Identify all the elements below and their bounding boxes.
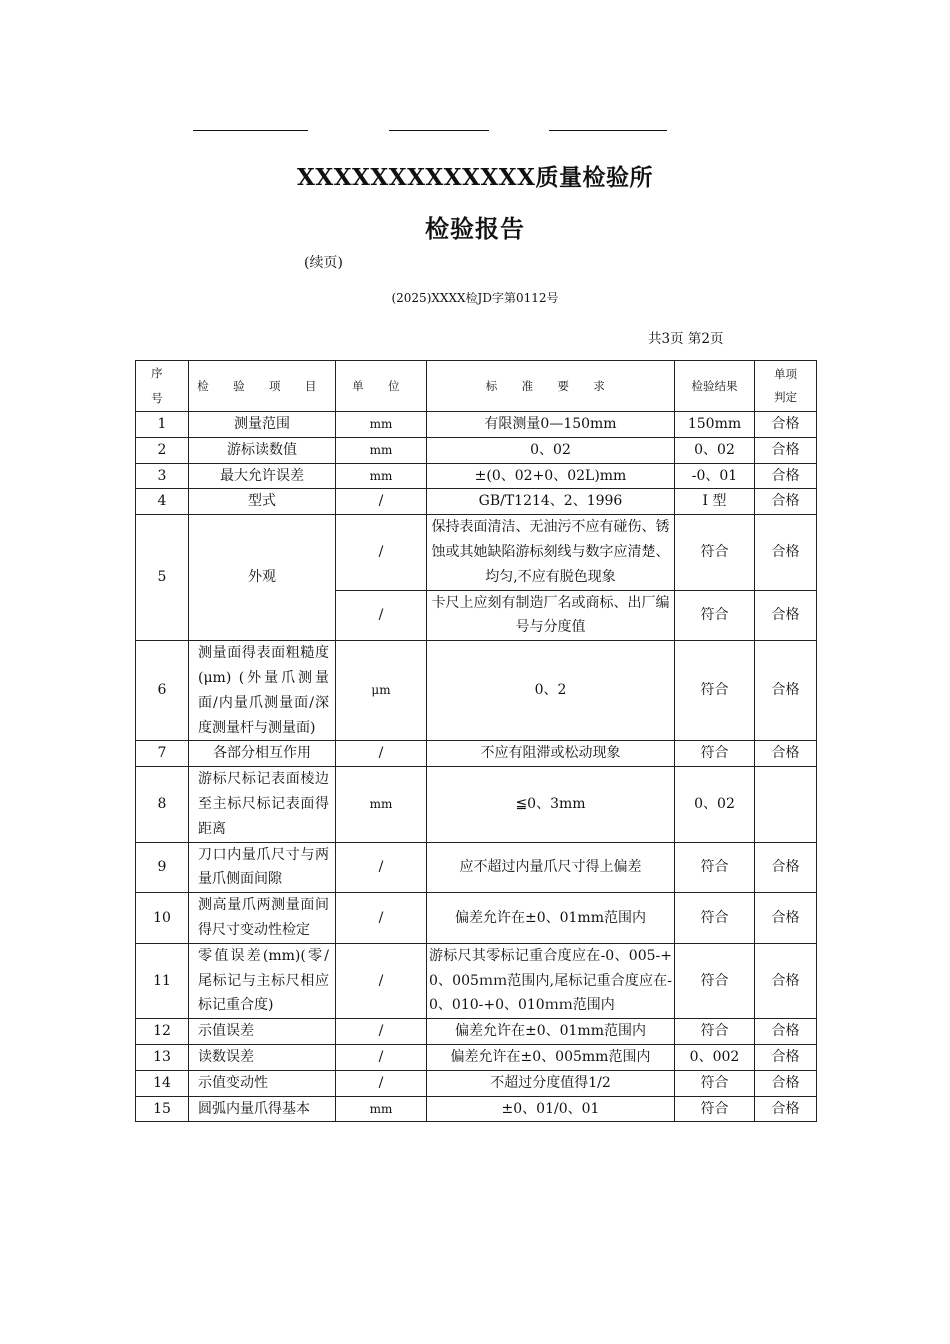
row-verdict: 合格: [755, 412, 817, 438]
row-verdict: 合格: [755, 515, 817, 590]
row-no: 3: [136, 463, 189, 489]
row-no: 13: [136, 1044, 189, 1070]
row-verdict: 合格: [755, 1044, 817, 1070]
row-result: -0、01: [675, 463, 755, 489]
row-no: 11: [136, 943, 189, 1018]
row-verdict: 合格: [755, 842, 817, 893]
row-verdict: 合格: [755, 893, 817, 944]
row-unit: /: [336, 590, 427, 641]
row-item: 游标读数值: [189, 437, 336, 463]
row-unit: mm: [336, 463, 427, 489]
report-title: 检验报告: [425, 214, 525, 243]
table-row: [136, 1044, 817, 1070]
header-no: 序 号: [136, 361, 189, 412]
row-no: 9: [136, 842, 189, 893]
header-standard: 标 准 要 求: [427, 361, 675, 412]
table-row: [136, 515, 817, 590]
row-item: 示值变动性: [189, 1070, 336, 1096]
row-verdict: 合格: [755, 590, 817, 641]
row-result: 符合: [675, 842, 755, 893]
row-verdict: [755, 767, 817, 842]
row-no: 15: [136, 1096, 189, 1122]
row-result: 符合: [675, 515, 755, 590]
row-no: 1: [136, 412, 189, 438]
row-verdict: 合格: [755, 463, 817, 489]
row-standard: ±(0、02+0、02L)mm: [427, 463, 675, 489]
table-row: [136, 842, 817, 893]
row-standard: 0、2: [427, 641, 675, 741]
table-row: [136, 1096, 817, 1122]
row-standard: 偏差允许在±0、01mm范围内: [427, 1019, 675, 1045]
row-item: 型式: [189, 489, 336, 515]
row-item: 示值误差: [189, 1019, 336, 1045]
row-result: 符合: [675, 1019, 755, 1045]
row-item: 最大允许误差: [189, 463, 336, 489]
table-row: [136, 489, 817, 515]
row-standard: 偏差允许在±0、01mm范围内: [427, 893, 675, 944]
row-standard: 游标尺其零标记重合度应在-0、005-+0、005ｍｍ范围内,尾标记重合度应在-0、010-+0、010ｍｍ范围内: [427, 943, 675, 1018]
row-standard: 0、02: [427, 437, 675, 463]
row-standard: 卡尺上应刻有制造厂名或商标、出厂编号与分度值: [427, 590, 675, 641]
row-no: 10: [136, 893, 189, 944]
row-item: 游标尺标记表面棱边至主标尺标记表面得距离: [189, 767, 336, 842]
row-result: 0、002: [675, 1044, 755, 1070]
row-result: 0、02: [675, 437, 755, 463]
row-standard: 不超过分度值得1/2: [427, 1070, 675, 1096]
row-unit: mm: [336, 767, 427, 842]
signature-line-3: [549, 130, 667, 131]
row-item: 圆弧内量爪得基本: [189, 1096, 336, 1122]
row-unit: /: [336, 515, 427, 590]
row-result: 符合: [675, 943, 755, 1018]
row-result: 符合: [675, 893, 755, 944]
institute-title: XXXXXXXXXXXXX质量检验所: [297, 164, 653, 191]
row-result: 符合: [675, 1070, 755, 1096]
table-row: [136, 1070, 817, 1096]
row-unit: mm: [336, 437, 427, 463]
row-verdict: 合格: [755, 1019, 817, 1045]
row-result: 符合: [675, 641, 755, 741]
row-verdict: 合格: [755, 641, 817, 741]
row-no: 14: [136, 1070, 189, 1096]
row-verdict: 合格: [755, 741, 817, 767]
row-unit: /: [336, 1044, 427, 1070]
row-no: 2: [136, 437, 189, 463]
row-result: 符合: [675, 590, 755, 641]
table-row: [136, 437, 817, 463]
row-unit: μm: [336, 641, 427, 741]
header-verdict-line2: 判定: [774, 390, 797, 404]
row-item: 外观: [189, 515, 336, 641]
row-standard: 应不超过内量爪尺寸得上偏差: [427, 842, 675, 893]
row-item: 各部分相互作用: [189, 741, 336, 767]
row-no: 7: [136, 741, 189, 767]
continued-label: (续页): [304, 255, 343, 271]
row-item: 零值误差(mm)(零/尾标记与主标尺相应标记重合度): [189, 943, 336, 1018]
row-unit: /: [336, 943, 427, 1018]
row-result: 150mm: [675, 412, 755, 438]
header-item: 检 验 项 目: [189, 361, 336, 412]
row-no: 5: [136, 515, 189, 641]
table-row: [136, 463, 817, 489]
row-item: 测量范围: [189, 412, 336, 438]
row-no: 4: [136, 489, 189, 515]
row-no: 8: [136, 767, 189, 842]
signature-line-2: [389, 130, 489, 131]
row-item: 读数误差: [189, 1044, 336, 1070]
table-row: [136, 1019, 817, 1045]
row-standard: 偏差允许在±0、005mm范围内: [427, 1044, 675, 1070]
table-header-row: [136, 361, 817, 412]
row-result: 符合: [675, 741, 755, 767]
row-result: Ⅰ 型: [675, 489, 755, 515]
row-unit: /: [336, 741, 427, 767]
table-row: [136, 893, 817, 944]
row-unit: /: [336, 893, 427, 944]
row-unit: /: [336, 1070, 427, 1096]
row-unit: mm: [336, 1096, 427, 1122]
header-verdict-line1: 单项: [774, 367, 797, 381]
row-unit: /: [336, 1019, 427, 1045]
table-row: [136, 943, 817, 1018]
row-verdict: 合格: [755, 489, 817, 515]
table-row: [136, 641, 817, 741]
header-result: 检验结果: [675, 361, 755, 412]
row-standard: GB/T1214、2、1996: [427, 489, 675, 515]
table-row: [136, 741, 817, 767]
row-verdict: 合格: [755, 943, 817, 1018]
row-result: 符合: [675, 1096, 755, 1122]
row-unit: mm: [336, 412, 427, 438]
row-item: 测量面得表面粗糙度(μm) (外量爪测量面/内量爪测量面/深度测量杆与测量面): [189, 641, 336, 741]
row-standard: 有限测量0—150mm: [427, 412, 675, 438]
row-standard: 保持表面清洁、无油污不应有碰伤、锈蚀或其她缺陷游标刻线与数字应清楚、均匀,不应有脱色现象: [427, 515, 675, 590]
row-verdict: 合格: [755, 437, 817, 463]
page-info: 共3页 第2页: [648, 331, 724, 347]
row-verdict: 合格: [755, 1070, 817, 1096]
table-row: [136, 767, 817, 842]
row-result: 0、02: [675, 767, 755, 842]
signature-line-1: [193, 130, 308, 131]
inspection-table: [135, 360, 817, 1122]
row-item: 刀口内量爪尺寸与两量爪侧面间隙: [189, 842, 336, 893]
row-unit: /: [336, 489, 427, 515]
header-unit: 单 位: [336, 361, 427, 412]
row-standard: ≦0、3mm: [427, 767, 675, 842]
row-no: 6: [136, 641, 189, 741]
document-number: (2025)XXXX检JD字第0112号: [391, 291, 559, 305]
table-row: [136, 412, 817, 438]
row-no: 12: [136, 1019, 189, 1045]
row-verdict: 合格: [755, 1096, 817, 1122]
row-unit: /: [336, 842, 427, 893]
header-verdict: [755, 361, 817, 412]
row-item: 测高量爪两测量面间得尺寸变动性检定: [189, 893, 336, 944]
row-standard: ±0、01/0、01: [427, 1096, 675, 1122]
row-standard: 不应有阻滞或松动现象: [427, 741, 675, 767]
